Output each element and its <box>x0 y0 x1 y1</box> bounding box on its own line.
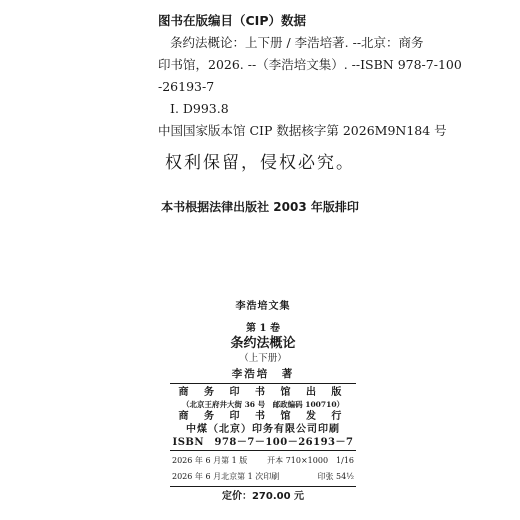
cip-line: 印书馆，2026. --（李浩培文集）. --ISBN 978-7-100 <box>158 57 462 72</box>
volume-number: 第 1 卷 <box>246 323 280 334</box>
series-title: 李浩培文集 <box>235 301 291 312</box>
edition-row <box>170 453 356 469</box>
cip-classification: Ⅰ. D993.8 <box>170 101 229 116</box>
publication-block <box>170 386 356 449</box>
cip-record-number: 中国国家版本馆 CIP 数据核字第 2026M9N184 号 <box>158 123 447 138</box>
format-size: 开本 710×1000 1/16 <box>267 456 354 465</box>
divider-rule <box>170 383 356 384</box>
divider-rule <box>170 450 356 451</box>
distributor-line: 商 务 印 书 馆 发 行 <box>178 411 348 422</box>
cip-heading: 图书在版编目（CIP）数据 <box>158 13 306 28</box>
printed-sheets: 印张 54½ <box>317 472 354 481</box>
edition-date: 2026 年 6 月第 1 版 <box>172 456 248 465</box>
cip-line: 条约法概论：上下册 / 李浩培著. --北京：商务 <box>170 35 424 50</box>
typeset-note: 本书根据法律出版社 2003 年版排印 <box>161 200 359 214</box>
edition-row <box>170 469 356 485</box>
publisher-address: （北京王府井大街 36 号 邮政编码 100710） <box>181 400 345 409</box>
publisher-line: 商 务 印 书 馆 出 版 <box>178 387 348 398</box>
rights-statement: 权利保留，侵权必究。 <box>165 153 355 173</box>
author-line: 李浩培 著 <box>231 368 295 380</box>
cip-line: -26193-7 <box>158 79 215 94</box>
isbn-line: ISBN 978－7－100－26193－7 <box>172 437 354 448</box>
price-line: 定价：270.00 元 <box>221 491 305 502</box>
book-subtitle: （上下册） <box>239 353 287 364</box>
divider-rule <box>170 486 356 487</box>
book-title: 条约法概论 <box>230 336 296 351</box>
cip-block <box>158 10 498 142</box>
printing-date: 2026 年 6 月北京第 1 次印刷 <box>172 472 280 481</box>
colophon <box>170 300 356 505</box>
printer-line: 中煤（北京）印务有限公司印刷 <box>186 424 340 435</box>
